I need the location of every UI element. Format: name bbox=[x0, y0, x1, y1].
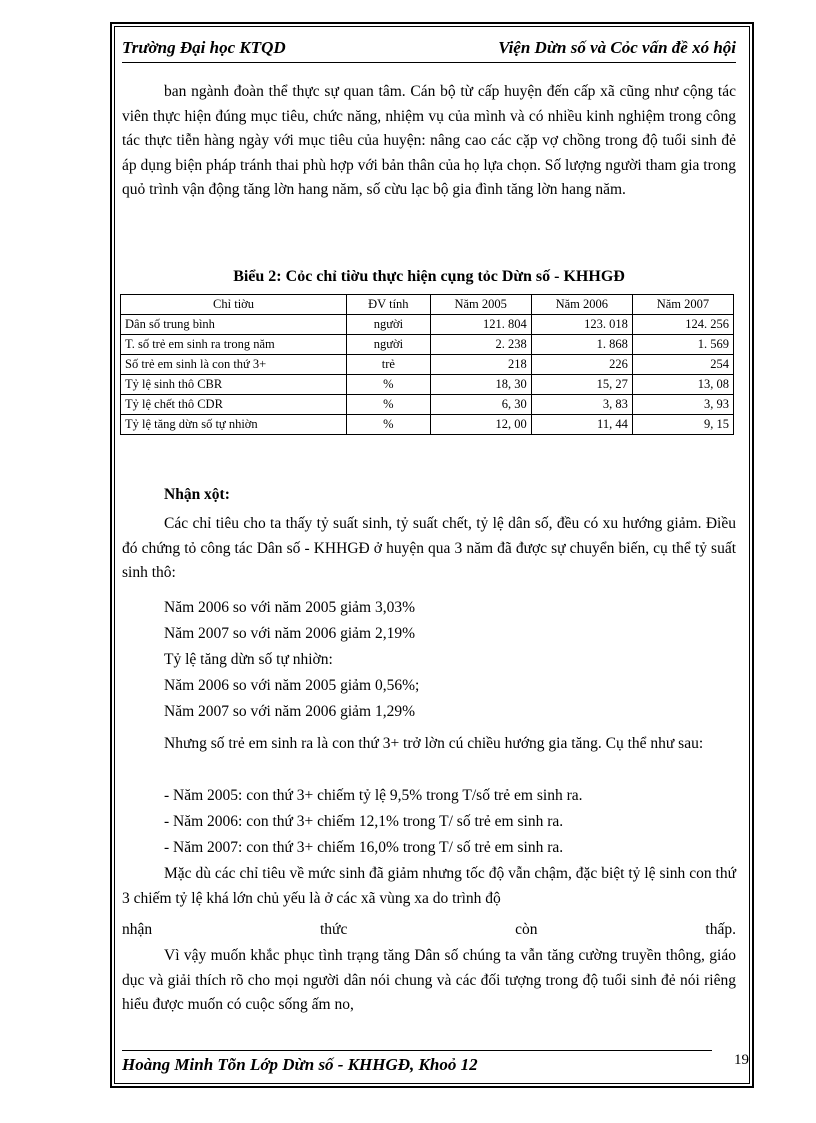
table-cell: 9, 15 bbox=[632, 415, 733, 435]
table-cell: % bbox=[347, 395, 431, 415]
table-row bbox=[121, 375, 734, 395]
header-university: Trường Đại học KTQD bbox=[122, 38, 286, 57]
spread-word: còn bbox=[515, 921, 538, 938]
page-number: 19 bbox=[734, 1052, 749, 1068]
page-header bbox=[122, 36, 736, 63]
remarks-heading: Nhận xột: bbox=[164, 486, 230, 503]
table-cell: 15, 27 bbox=[531, 375, 632, 395]
table-row bbox=[121, 355, 734, 375]
table-cell: người bbox=[347, 315, 431, 335]
header-cell: Năm 2005 bbox=[430, 295, 531, 315]
table-cell: 18, 30 bbox=[430, 375, 531, 395]
table-cell: Tỷ lệ sinh thô CBR bbox=[121, 375, 347, 395]
table-cell: 123. 018 bbox=[531, 315, 632, 335]
table-cell: người bbox=[347, 335, 431, 355]
table-cell: 1. 569 bbox=[632, 335, 733, 355]
table-cell: 124. 256 bbox=[632, 315, 733, 335]
table-row bbox=[121, 315, 734, 335]
table-cell: 1. 868 bbox=[531, 335, 632, 355]
remarks-paragraph-4: Vì vậy muốn khắc phục tình trạng tăng Dân số chúng ta vẫn tăng cường truyền thông, giáo dục và giải thích rõ cho mọi người dân nói chung và các đối tượng trong độ tuổi sinh đẻ nói riêng hiểu được muốn có cuộc sống ấm no, bbox=[122, 947, 736, 1013]
remarks-paragraph-1: Các chỉ tiêu cho ta thấy tỷ suất sinh, tỷ suất chết, tỷ lệ dân số, đều có xu hướng giảm. Điều đó chứng tỏ công tác Dân số - KHHGĐ ở huyện qua 3 năm đã được sự chuyển biến, cụ thể tỷ suất sinh thô: bbox=[122, 515, 736, 581]
table-cell: 3, 83 bbox=[531, 395, 632, 415]
table-cell: Dân số trung bình bbox=[121, 315, 347, 335]
table-cell: 254 bbox=[632, 355, 733, 375]
footer-divider bbox=[122, 1050, 712, 1051]
table-row bbox=[121, 335, 734, 355]
table-cell: 226 bbox=[531, 355, 632, 375]
table-row bbox=[121, 395, 734, 415]
remarks-paragraph-3: Mặc dù các chỉ tiêu về mức sinh đã giảm nhưng tốc độ vẫn chậm, đặc biệt tỷ lệ sinh con thứ 3 chiếm tỷ lệ khá lớn chủ yếu là ở các xã vùng xa do trình độ bbox=[122, 865, 736, 907]
remarks-line: Năm 2007 so với năm 2006 giảm 2,19% bbox=[164, 625, 416, 642]
table-cell: 3, 93 bbox=[632, 395, 733, 415]
table-cell: Tỷ lệ chết thô CDR bbox=[121, 395, 347, 415]
header-institute: Viện Dừn số và Cỏc vấn đề xó hội bbox=[498, 38, 736, 57]
table-cell: % bbox=[347, 375, 431, 395]
table-row bbox=[121, 415, 734, 435]
remarks-line: Năm 2007 so với năm 2006 giảm 1,29% bbox=[164, 703, 416, 720]
table-cell: 6, 30 bbox=[430, 395, 531, 415]
table-title: Biểu 2: Cỏc chỉ tiờu thực hiện cụng tỏc Dừn số - KHHGĐ bbox=[233, 268, 625, 285]
header-cell: Chỉ tiờu bbox=[121, 295, 347, 315]
indicator-table bbox=[120, 294, 734, 435]
spread-word: thấp. bbox=[705, 921, 736, 938]
remarks-line: Năm 2006 so với năm 2005 giảm 0,56%; bbox=[164, 677, 420, 694]
spread-word: nhận bbox=[122, 921, 153, 938]
table-cell: Số trẻ em sinh là con thứ 3+ bbox=[121, 355, 347, 375]
table-cell: 11, 44 bbox=[531, 415, 632, 435]
table-cell: 12, 00 bbox=[430, 415, 531, 435]
table-cell: 121. 804 bbox=[430, 315, 531, 335]
remarks-line: Tỷ lệ tăng dừn số tự nhiờn: bbox=[164, 651, 333, 668]
table-cell: % bbox=[347, 415, 431, 435]
header-cell: ĐV tính bbox=[347, 295, 431, 315]
remarks-paragraph-2: Nhưng số trẻ em sinh ra là con thứ 3+ trở lờn cú chiều hướng gia tăng. Cụ thể như sau: bbox=[164, 735, 704, 752]
intro-paragraph: ban ngành đoàn thể thực sự quan tâm. Cán bộ từ cấp huyện đến cấp xã cũng như cộng tác viên thực hiện đúng mục tiêu, chức năng, nhiệm vụ của mình và có nhiều kinh nghiệm trong công tác thực tiễn hàng ngày với mục tiêu của huyện: nâng cao các cặp vợ chồng trong độ tuổi sinh đẻ áp dụng biện pháp tránh thai phù hợp với bản thân của họ lựa chọn. Số lượng người tham gia trong quỏ trình vận động tăng lờn hang năm, số cừu lạc bộ gia đình tăng lờn hang năm. bbox=[122, 83, 736, 198]
header-cell: Năm 2006 bbox=[531, 295, 632, 315]
header-cell: Năm 2007 bbox=[632, 295, 733, 315]
remarks-bullet: - Năm 2006: con thứ 3+ chiếm 12,1% trong T/ số trẻ em sinh ra. bbox=[164, 813, 564, 830]
table-header-row bbox=[121, 295, 734, 315]
table-cell: trẻ bbox=[347, 355, 431, 375]
table-cell: 2. 238 bbox=[430, 335, 531, 355]
spread-word: thức bbox=[319, 921, 348, 938]
table-cell: T. số trẻ em sinh ra trong năm bbox=[121, 335, 347, 355]
table-cell: Tỷ lệ tăng dừn số tự nhiờn bbox=[121, 415, 347, 435]
remarks-paragraph-3-end bbox=[122, 918, 736, 942]
page-footer: Hoàng Minh Tõn Lớp Dừn số - KHHGĐ, Khoỏ 12 bbox=[122, 1055, 478, 1074]
table-cell: 13, 08 bbox=[632, 375, 733, 395]
remarks-bullet: - Năm 2007: con thứ 3+ chiếm 16,0% trong T/ số trẻ em sinh ra. bbox=[164, 839, 564, 856]
remarks-bullet: - Năm 2005: con thứ 3+ chiếm tỷ lệ 9,5% trong T/số trẻ em sinh ra. bbox=[164, 787, 583, 804]
remarks-line: Năm 2006 so với năm 2005 giảm 3,03% bbox=[164, 599, 416, 616]
table-cell: 218 bbox=[430, 355, 531, 375]
